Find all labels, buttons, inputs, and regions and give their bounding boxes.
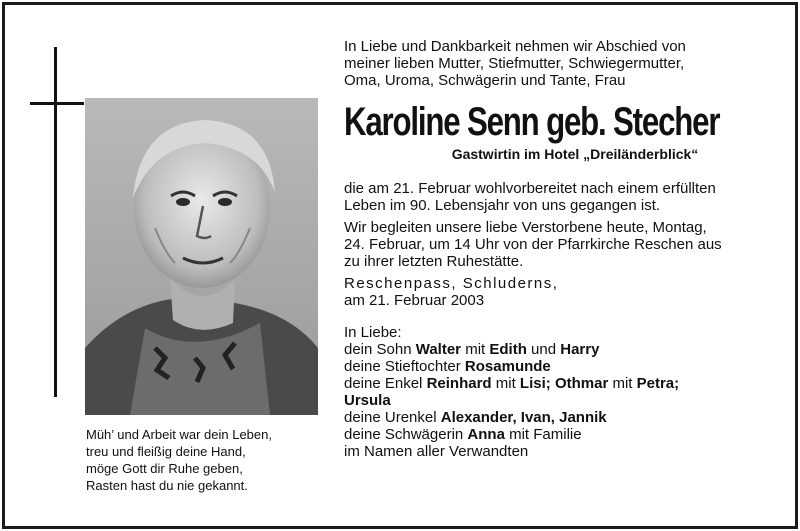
mourner-grandchildren: deine Enkel Reinhard mit Lisi; Othmar mit Petra; — [344, 375, 680, 392]
intro-line: meiner lieben Mutter, Stiefmutter, Schwiegermutter, — [344, 55, 685, 72]
death-line: Leben im 90. Lebensjahr von uns gegangen ist. — [344, 197, 661, 214]
poem-line: möge Gott dir Ruhe geben, — [86, 461, 243, 476]
cross-symbol-bar — [30, 102, 84, 105]
mourners-heading: In Liebe: — [344, 324, 402, 341]
mourner-grandchild-ursula: Ursula — [344, 392, 391, 409]
intro-line: Oma, Uroma, Schwägerin und Tante, Frau — [344, 72, 626, 89]
deceased-name: Karoline Senn geb. Stecher — [344, 100, 720, 144]
cross-symbol — [54, 47, 57, 397]
intro-text — [344, 38, 776, 89]
funeral-notice — [344, 219, 776, 270]
intro-line: In Liebe und Dankbarkeit nehmen wir Abschied von — [344, 38, 686, 55]
mourner-son: dein Sohn Walter mit Edith und Harry — [344, 341, 600, 358]
portrait-photo — [85, 98, 318, 415]
place: Reschenpass, Schluderns, — [344, 275, 559, 292]
date: am 21. Februar 2003 — [344, 292, 485, 309]
poem-line: treu und fleißig deine Hand, — [86, 444, 246, 459]
death-notice — [344, 180, 776, 214]
mourner-stepdaughter: deine Stieftochter Rosamunde — [344, 358, 551, 375]
mourner-great-grandchildren: deine Urenkel Alexander, Ivan, Jannik — [344, 409, 607, 426]
mourners-list — [344, 324, 776, 460]
mourner-relatives: im Namen aller Verwandten — [344, 443, 529, 460]
obituary-card — [2, 2, 798, 529]
poem — [86, 426, 272, 494]
funeral-line: zu ihrer letzten Ruhestätte. — [344, 253, 524, 270]
funeral-line: 24. Februar, um 14 Uhr von der Pfarrkirche Reschen aus — [344, 236, 722, 253]
death-line: die am 21. Februar wohlvorbereitet nach einem erfüllten — [344, 180, 716, 197]
obituary-text — [344, 38, 776, 460]
poem-line: Müh’ und Arbeit war dein Leben, — [86, 427, 272, 442]
occupation-subtitle: Gastwirtin im Hotel „Dreiländerblick“ — [451, 146, 699, 162]
funeral-line: Wir begleiten unsere liebe Verstorbene heute, Montag, — [344, 219, 707, 236]
mourner-sister-in-law: deine Schwägerin Anna mit Familie — [344, 426, 582, 443]
poem-line: Rasten hast du nie gekannt. — [86, 478, 248, 493]
